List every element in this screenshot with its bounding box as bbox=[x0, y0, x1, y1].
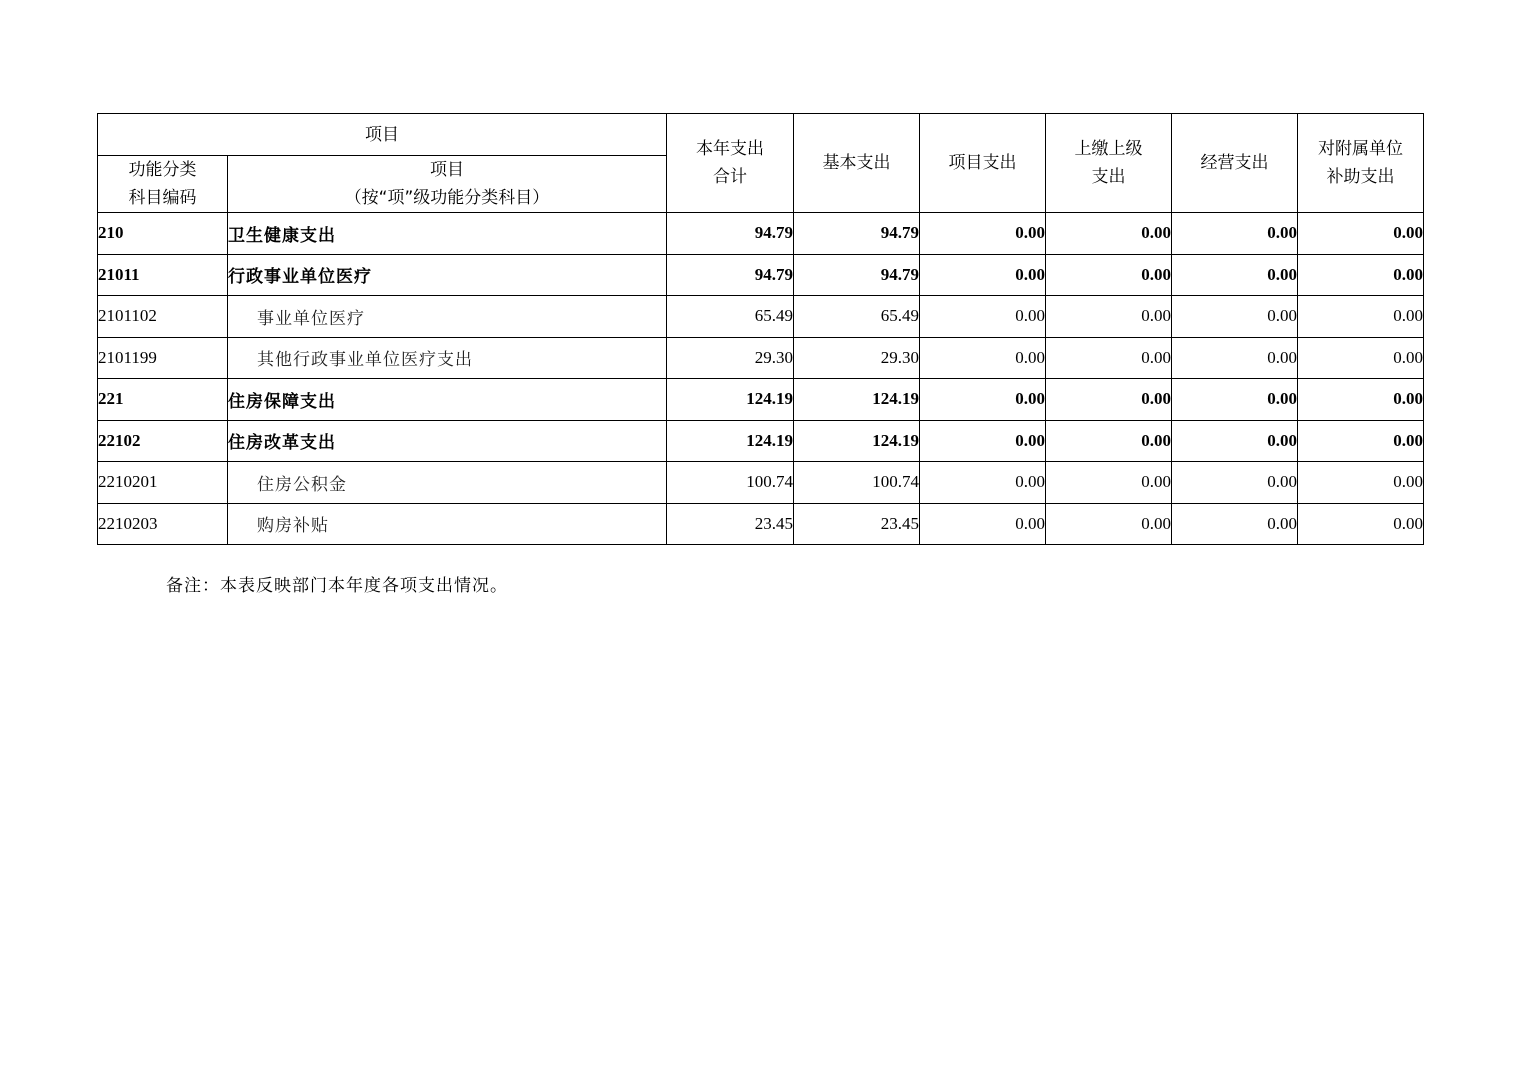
row-basic: 124.19 bbox=[794, 379, 920, 421]
row-name: 购房补贴 bbox=[228, 503, 667, 545]
row-upper: 0.00 bbox=[1046, 213, 1172, 255]
table-row bbox=[98, 420, 1424, 462]
table-row bbox=[98, 337, 1424, 379]
row-code: 2210201 bbox=[98, 462, 228, 504]
header-business-line1: 经营支出 bbox=[1200, 153, 1269, 173]
row-name: 其他行政事业单位医疗支出 bbox=[228, 337, 667, 379]
row-business: 0.00 bbox=[1172, 337, 1298, 379]
row-basic: 94.79 bbox=[794, 213, 920, 255]
row-total: 65.49 bbox=[667, 296, 794, 338]
row-business: 0.00 bbox=[1172, 379, 1298, 421]
row-subsidy: 0.00 bbox=[1298, 213, 1424, 255]
row-subsidy: 0.00 bbox=[1298, 337, 1424, 379]
row-upper: 0.00 bbox=[1046, 296, 1172, 338]
row-basic: 124.19 bbox=[794, 420, 920, 462]
header-subsidy-line1: 对附属单位 bbox=[1318, 139, 1403, 159]
header-upper bbox=[1046, 114, 1172, 213]
table-row bbox=[98, 254, 1424, 296]
row-business: 0.00 bbox=[1172, 503, 1298, 545]
header-project-group: 项目 bbox=[98, 114, 667, 156]
row-upper: 0.00 bbox=[1046, 337, 1172, 379]
row-name: 行政事业单位医疗 bbox=[228, 254, 667, 296]
table-note: 备注：本表反映部门本年度各项支出情况。 bbox=[166, 576, 508, 596]
header-name bbox=[228, 156, 667, 213]
header-total-line2: 合计 bbox=[713, 167, 747, 187]
row-total: 124.19 bbox=[667, 379, 794, 421]
table-row bbox=[98, 462, 1424, 504]
row-project: 0.00 bbox=[920, 420, 1046, 462]
row-code: 2101102 bbox=[98, 296, 228, 338]
header-business bbox=[1172, 114, 1298, 213]
row-code: 221 bbox=[98, 379, 228, 421]
header-total-line1: 本年支出 bbox=[696, 139, 764, 159]
row-code: 21011 bbox=[98, 254, 228, 296]
header-name-line1: 项目 bbox=[430, 160, 464, 180]
row-project: 0.00 bbox=[920, 503, 1046, 545]
row-business: 0.00 bbox=[1172, 254, 1298, 296]
row-subsidy: 0.00 bbox=[1298, 503, 1424, 545]
row-total: 29.30 bbox=[667, 337, 794, 379]
row-code: 210 bbox=[98, 213, 228, 255]
row-subsidy: 0.00 bbox=[1298, 420, 1424, 462]
row-project: 0.00 bbox=[920, 296, 1046, 338]
row-project: 0.00 bbox=[920, 462, 1046, 504]
row-subsidy: 0.00 bbox=[1298, 296, 1424, 338]
row-upper: 0.00 bbox=[1046, 420, 1172, 462]
table-row bbox=[98, 296, 1424, 338]
row-code: 2210203 bbox=[98, 503, 228, 545]
row-upper: 0.00 bbox=[1046, 462, 1172, 504]
row-total: 23.45 bbox=[667, 503, 794, 545]
row-subsidy: 0.00 bbox=[1298, 462, 1424, 504]
row-project: 0.00 bbox=[920, 337, 1046, 379]
row-subsidy: 0.00 bbox=[1298, 254, 1424, 296]
header-code-line1: 功能分类 bbox=[128, 160, 197, 180]
row-total: 94.79 bbox=[667, 213, 794, 255]
header-project-line1: 项目支出 bbox=[948, 153, 1017, 173]
row-name: 事业单位医疗 bbox=[228, 296, 667, 338]
row-basic: 23.45 bbox=[794, 503, 920, 545]
row-business: 0.00 bbox=[1172, 420, 1298, 462]
row-upper: 0.00 bbox=[1046, 379, 1172, 421]
header-project bbox=[920, 114, 1046, 213]
row-name: 住房公积金 bbox=[228, 462, 667, 504]
table-row bbox=[98, 503, 1424, 545]
header-subsidy bbox=[1298, 114, 1424, 213]
expenditure-table bbox=[97, 113, 1424, 545]
row-basic: 94.79 bbox=[794, 254, 920, 296]
header-code bbox=[98, 156, 228, 213]
row-code: 22102 bbox=[98, 420, 228, 462]
row-name: 住房改革支出 bbox=[228, 420, 667, 462]
row-total: 124.19 bbox=[667, 420, 794, 462]
row-subsidy: 0.00 bbox=[1298, 379, 1424, 421]
row-basic: 65.49 bbox=[794, 296, 920, 338]
header-name-line2: （按“项”级功能分类科目） bbox=[344, 188, 550, 208]
row-name: 住房保障支出 bbox=[228, 379, 667, 421]
header-basic bbox=[794, 114, 920, 213]
row-project: 0.00 bbox=[920, 379, 1046, 421]
table-row bbox=[98, 213, 1424, 255]
header-upper-line1: 上缴上级 bbox=[1074, 139, 1143, 159]
row-business: 0.00 bbox=[1172, 462, 1298, 504]
row-upper: 0.00 bbox=[1046, 503, 1172, 545]
header-upper-line2: 支出 bbox=[1091, 167, 1126, 187]
row-business: 0.00 bbox=[1172, 296, 1298, 338]
row-basic: 100.74 bbox=[794, 462, 920, 504]
row-total: 94.79 bbox=[667, 254, 794, 296]
header-basic-line1: 基本支出 bbox=[822, 153, 891, 173]
row-code: 2101199 bbox=[98, 337, 228, 379]
table-row bbox=[98, 379, 1424, 421]
row-business: 0.00 bbox=[1172, 213, 1298, 255]
row-name: 卫生健康支出 bbox=[228, 213, 667, 255]
header-code-line2: 科目编码 bbox=[128, 188, 197, 208]
row-project: 0.00 bbox=[920, 254, 1046, 296]
row-project: 0.00 bbox=[920, 213, 1046, 255]
header-total bbox=[667, 114, 794, 213]
row-upper: 0.00 bbox=[1046, 254, 1172, 296]
row-total: 100.74 bbox=[667, 462, 794, 504]
row-basic: 29.30 bbox=[794, 337, 920, 379]
header-subsidy-line2: 补助支出 bbox=[1326, 167, 1395, 187]
